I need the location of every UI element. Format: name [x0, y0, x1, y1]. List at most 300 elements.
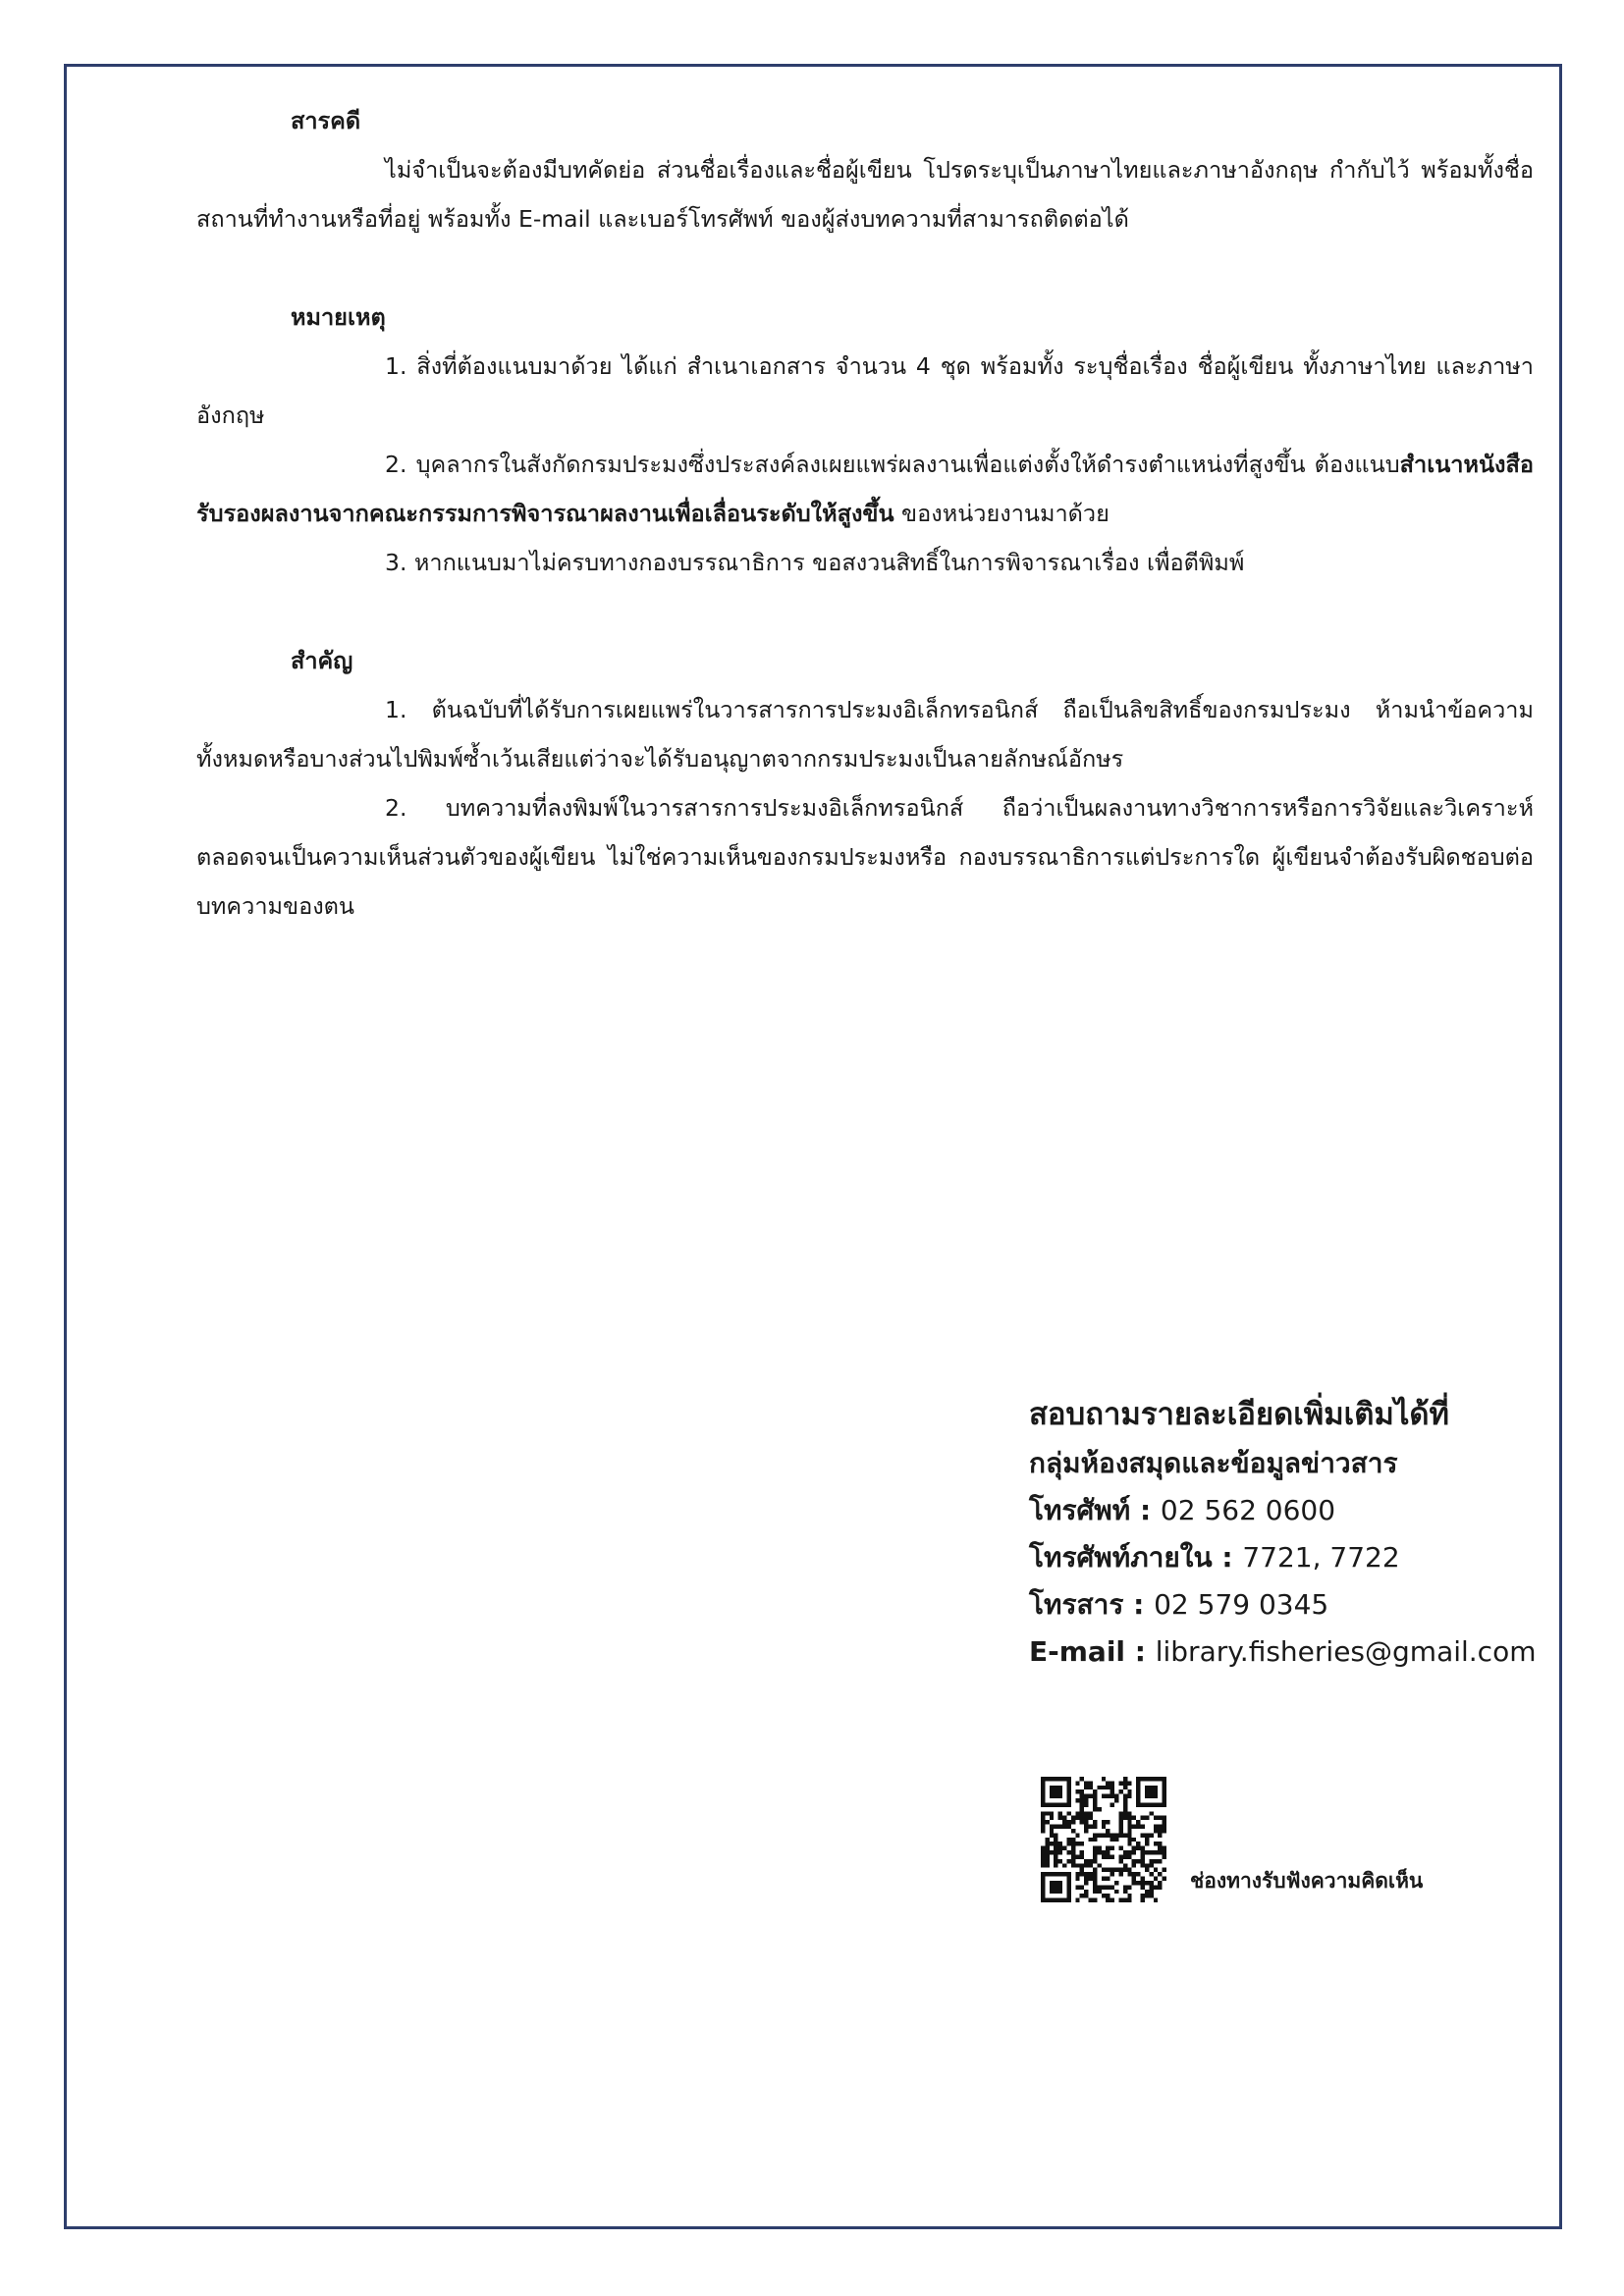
qr-module [1102, 1825, 1106, 1829]
qr-module [1093, 1789, 1097, 1793]
ext-label: โทรศัพท์ภายใน : [1029, 1541, 1243, 1574]
qr-module [1158, 1829, 1162, 1833]
qr-module [1084, 1811, 1088, 1815]
qr-module [1123, 1816, 1127, 1820]
qr-module [1041, 1854, 1045, 1858]
qr-module [1123, 1890, 1127, 1894]
qr-module [1084, 1794, 1088, 1798]
qr-module [1089, 1811, 1093, 1815]
qr-module [1110, 1781, 1114, 1785]
qr-module [1102, 1894, 1106, 1897]
qr-module [1066, 1811, 1070, 1815]
qr-module [1084, 1863, 1088, 1867]
qr-module [1102, 1820, 1106, 1824]
qr-module [1089, 1816, 1093, 1820]
qr-module [1136, 1859, 1140, 1863]
qr-module [1093, 1807, 1097, 1811]
qr-module [1154, 1885, 1158, 1889]
qr-module [1084, 1798, 1088, 1802]
qr-module [1075, 1816, 1079, 1820]
qr-module [1106, 1898, 1110, 1902]
qr-module [1106, 1781, 1110, 1785]
qr-module [1132, 1877, 1136, 1881]
qr-module [1106, 1786, 1110, 1789]
qr-module [1080, 1794, 1084, 1798]
qr-module [1132, 1863, 1136, 1867]
qr-module [1050, 1825, 1054, 1829]
qr-module [1084, 1872, 1088, 1876]
qr-module [1089, 1794, 1093, 1798]
qr-module [1127, 1854, 1131, 1858]
qr-module [1075, 1833, 1079, 1837]
qr-module [1110, 1789, 1114, 1793]
qr-module [1158, 1885, 1162, 1889]
important-heading: สำคัญ [291, 647, 353, 674]
qr-module [1149, 1881, 1153, 1885]
qr-module [1158, 1846, 1162, 1850]
qr-module [1145, 1868, 1149, 1872]
qr-module [1050, 1842, 1054, 1845]
qr-module [1058, 1811, 1062, 1815]
qr-module [1127, 1885, 1131, 1889]
qr-module [1136, 1872, 1140, 1876]
qr-module [1054, 1859, 1057, 1863]
qr-label: ช่องทางรับฟังความคิดเห็น [1190, 1869, 1424, 1893]
qr-module [1154, 1816, 1158, 1820]
qr-module [1145, 1833, 1149, 1837]
qr-module [1158, 1833, 1162, 1837]
qr-module [1102, 1885, 1106, 1889]
qr-module [1045, 1850, 1049, 1854]
qr-module [1145, 1850, 1149, 1854]
fax-value: 02 579 0345 [1154, 1588, 1329, 1621]
qr-module [1084, 1859, 1088, 1863]
qr-module [1110, 1838, 1114, 1842]
qr-module [1127, 1868, 1131, 1872]
qr-module [1123, 1833, 1127, 1837]
qr-module [1163, 1825, 1166, 1829]
spacer [196, 243, 1534, 293]
qr-module [1093, 1868, 1097, 1872]
qr-module [1041, 1825, 1045, 1829]
qr-module [1141, 1881, 1145, 1885]
qr-module [1084, 1881, 1088, 1885]
qr-module [1123, 1807, 1127, 1811]
qr-module [1075, 1811, 1079, 1815]
contact-email [1029, 1629, 1536, 1676]
qr-module [1154, 1868, 1158, 1872]
qr-module [1132, 1838, 1136, 1842]
important-item-1: 1. ต้นฉบับที่ได้รับการเผยแพร่ในวารสารการประมงอิเล็กทรอนิกส์ ถือเป็นลิขสิทธิ์ของกรมประมง ห้ามนำข้อความทั้งหมดหรือบางส่วนไปพิมพ์ซ้ำเว้นเสียแต่ว่าจะได้รับอนุญาตจากกรมประมงเป็นลายลักษณ์อักษร [196, 696, 1534, 773]
qr-module [1132, 1850, 1136, 1854]
qr-module [1045, 1846, 1049, 1850]
qr-module [1080, 1863, 1084, 1867]
qr-module [1132, 1872, 1136, 1876]
qr-module [1141, 1894, 1145, 1897]
qr-module [1066, 1820, 1070, 1824]
qr-module [1123, 1786, 1127, 1789]
qr-code[interactable] [1041, 1777, 1166, 1902]
email-label: E-mail : [1029, 1635, 1156, 1668]
ext-value: 7721, 7722 [1242, 1541, 1400, 1574]
qr-module [1106, 1885, 1110, 1889]
qr-module [1093, 1881, 1097, 1885]
qr-module [1106, 1833, 1110, 1837]
qr-module [1114, 1868, 1118, 1872]
qr-module [1050, 1816, 1054, 1820]
qr-module [1066, 1825, 1070, 1829]
qr-module [1075, 1842, 1079, 1845]
qr-module [1149, 1894, 1153, 1897]
qr-module [1106, 1820, 1110, 1824]
qr-module [1136, 1842, 1140, 1845]
qr-module [1123, 1898, 1127, 1902]
qr-module [1089, 1781, 1093, 1785]
qr-module [1118, 1854, 1122, 1858]
qr-module [1149, 1863, 1153, 1867]
qr-module [1054, 1825, 1057, 1829]
qr-module [1062, 1820, 1066, 1824]
qr-module [1084, 1781, 1088, 1785]
qr-module [1045, 1863, 1049, 1867]
qr-module [1141, 1859, 1145, 1863]
qr-module [1141, 1850, 1145, 1854]
qr-module [1084, 1825, 1088, 1829]
qr-module [1102, 1850, 1106, 1854]
qr-module [1149, 1859, 1153, 1863]
qr-module [1062, 1816, 1066, 1820]
qr-module [1106, 1846, 1110, 1850]
qr-module [1118, 1872, 1122, 1876]
qr-module [1045, 1854, 1049, 1858]
contact-fax [1029, 1581, 1536, 1629]
contact-ext [1029, 1534, 1536, 1581]
qr-module [1071, 1842, 1075, 1845]
qr-module [1041, 1850, 1045, 1854]
qr-module [1110, 1794, 1114, 1798]
qr-module [1071, 1846, 1075, 1850]
qr-module [1145, 1881, 1149, 1885]
qr-module [1071, 1859, 1075, 1863]
qr-module [1127, 1838, 1131, 1842]
notes-item-2 [196, 440, 1534, 538]
qr-module [1163, 1846, 1166, 1850]
qr-module [1093, 1794, 1097, 1798]
qr-module [1136, 1825, 1140, 1829]
qr-module [1149, 1811, 1153, 1815]
qr-module [1118, 1833, 1122, 1837]
qr-module [1075, 1789, 1079, 1793]
notes-item-1: 1. สิ่งที่ต้องแนบมาด้วย ได้แก่ สำเนาเอกสาร จำนวน 4 ชุด พร้อมทั้ง ระบุชื่อเรื่อง ชื่อผู้เขียน ทั้งภาษาไทย และภาษาอังกฤษ [196, 352, 1534, 429]
qr-code-icon[interactable] [1041, 1777, 1166, 1902]
qr-module [1080, 1820, 1084, 1824]
contact-block [1029, 1389, 1536, 1676]
abstract-paragraph: ไม่จำเป็นจะต้องมีบทคัดย่อ ส่วนชื่อเรื่องและชื่อผู้เขียน โปรดระบุเป็นภาษาไทยและภาษาอังกฤษ กำกับไว้ พร้อมทั้งชื่อสถานที่ทำงานหรือที่อยู่ พร้อมทั้ง E-mail และเบอร์โทรศัพท์ ของผู้ส่งบทความที่สามารถติดต่อได้ [196, 156, 1534, 233]
qr-module [1041, 1811, 1045, 1815]
qr-module [1093, 1825, 1097, 1829]
contact-unit: กลุ่มห้องสมุดและข้อมูลข่าวสาร [1029, 1447, 1398, 1479]
qr-module [1102, 1786, 1106, 1789]
qr-module [1110, 1885, 1114, 1889]
qr-module [1084, 1890, 1088, 1894]
qr-module [1163, 1850, 1166, 1854]
qr-module [1154, 1898, 1158, 1902]
qr-module [1066, 1838, 1070, 1842]
qr-module [1127, 1789, 1131, 1793]
qr-module [1093, 1859, 1097, 1863]
qr-module [1127, 1816, 1131, 1820]
qr-module [1054, 1854, 1057, 1858]
qr-module [1118, 1898, 1122, 1902]
qr-module [1080, 1777, 1084, 1781]
notes-item-2-end: ของหน่วยงานมาด้วย [893, 500, 1110, 527]
qr-module [1106, 1794, 1110, 1798]
qr-module [1145, 1842, 1149, 1845]
phone-value: 02 562 0600 [1160, 1494, 1336, 1526]
qr-module [1149, 1890, 1153, 1894]
qr-module [1118, 1789, 1122, 1793]
spacer [196, 587, 1534, 636]
qr-module [1102, 1868, 1106, 1872]
notes-item-3: 3. หากแนบมาไม่ครบทางกองบรรณาธิการ ขอสงวนสิทธิ์ในการพิจารณาเรื่อง เพื่อตีพิมพ์ [385, 549, 1245, 576]
qr-module [1118, 1811, 1122, 1815]
qr-module [1136, 1846, 1140, 1850]
qr-module [1080, 1854, 1084, 1858]
document-body [196, 96, 1534, 931]
qr-module [1145, 1863, 1149, 1867]
qr-module [1141, 1885, 1145, 1889]
qr-module [1089, 1898, 1093, 1902]
qr-module [1110, 1854, 1114, 1858]
qr-module [1050, 1829, 1054, 1833]
qr-module [1123, 1850, 1127, 1854]
qr-module [1089, 1825, 1093, 1829]
qr-module [1158, 1881, 1162, 1885]
qr-module [1097, 1863, 1101, 1867]
qr-module [1127, 1833, 1131, 1837]
qr-module [1102, 1794, 1106, 1798]
qr-module [1118, 1816, 1122, 1820]
qr-module [1080, 1868, 1084, 1872]
qr-module [1118, 1781, 1122, 1785]
qr-module [1093, 1833, 1097, 1837]
qr-module [1127, 1872, 1131, 1876]
qr-module [1127, 1842, 1131, 1845]
qr-module [1132, 1881, 1136, 1885]
qr-module [1154, 1829, 1158, 1833]
qr-module [1154, 1825, 1158, 1829]
qr-module [1110, 1898, 1114, 1902]
qr-module [1080, 1816, 1084, 1820]
qr-module [1154, 1877, 1158, 1881]
qr-module [1093, 1877, 1097, 1881]
qr-module [1089, 1872, 1093, 1876]
qr-module [1041, 1816, 1045, 1820]
qr-module [1123, 1854, 1127, 1858]
qr-module [1080, 1894, 1084, 1897]
qr-module [1102, 1833, 1106, 1837]
qr-module [1080, 1872, 1084, 1876]
qr-module [1106, 1877, 1110, 1881]
qr-module [1093, 1890, 1097, 1894]
qr-module [1123, 1781, 1127, 1785]
qr-module [1114, 1798, 1118, 1802]
qr-module [1127, 1820, 1131, 1824]
qr-module [1163, 1877, 1166, 1881]
qr-module [1093, 1898, 1097, 1902]
qr-module [1102, 1854, 1106, 1858]
qr-module [1084, 1820, 1088, 1824]
qr-module [1141, 1816, 1145, 1820]
qr-module [1149, 1872, 1153, 1876]
qr-module [1093, 1820, 1097, 1824]
qr-module [1097, 1846, 1101, 1850]
qr-module [1050, 1833, 1054, 1837]
qr-module [1149, 1885, 1153, 1889]
qr-module [1093, 1798, 1097, 1802]
qr-module [1080, 1811, 1084, 1815]
qr-module [1141, 1877, 1145, 1881]
qr-module [1093, 1854, 1097, 1858]
qr-module [1145, 1894, 1149, 1897]
qr-module [1080, 1789, 1084, 1793]
qr-module [1158, 1816, 1162, 1820]
qr-module [1093, 1872, 1097, 1876]
qr-module [1118, 1868, 1122, 1872]
qr-module [1045, 1842, 1049, 1845]
qr-module [1054, 1833, 1057, 1837]
qr-module [1080, 1802, 1084, 1806]
qr-module [1089, 1786, 1093, 1789]
qr-module [1071, 1816, 1075, 1820]
qr-module [1110, 1868, 1114, 1872]
notes-item-2-start: 2. บุคลากรในสังกัดกรมประมงซึ่งประสงค์ลงเผยแพร่ผลงานเพื่อแต่งตั้งให้ดำรงตำแหน่งที่สูงขึ้น ต้องแนบ [385, 451, 1400, 478]
qr-module [1075, 1885, 1079, 1889]
qr-module [1145, 1816, 1149, 1820]
qr-module [1080, 1807, 1084, 1811]
qr-module [1071, 1863, 1075, 1867]
qr-module [1163, 1816, 1166, 1820]
qr-module [1071, 1829, 1075, 1833]
qr-module [1097, 1850, 1101, 1854]
qr-module [1097, 1833, 1101, 1837]
qr-module [1145, 1838, 1149, 1842]
important-item-2: 2. บทความที่ลงพิมพ์ในวารสารการประมงอิเล็กทรอนิกส์ ถือว่าเป็นผลงานทางวิชาการหรือการวิจัยและวิเคราะห์ ตลอดจนเป็นความเห็นส่วนตัวของผู้เขียน ไม่ใช่ความเห็นของกรมประมงหรือ กองบรรณาธิการแต่ประการใด ผู้เขียนจำต้องรับผิดชอบต่อบทความของตน [196, 794, 1534, 920]
qr-module [1114, 1890, 1118, 1894]
qr-module [1132, 1859, 1136, 1863]
qr-module [1084, 1802, 1088, 1806]
qr-module [1080, 1842, 1084, 1845]
qr-module [1106, 1850, 1110, 1854]
qr-module [1127, 1825, 1131, 1829]
qr-module [1054, 1842, 1057, 1845]
email-value[interactable]: library.fisheries@gmail.com [1155, 1635, 1537, 1668]
qr-module [1050, 1811, 1054, 1815]
qr-module [1058, 1842, 1062, 1845]
qr-module [1158, 1850, 1162, 1854]
qr-module [1163, 1868, 1166, 1872]
qr-module [1127, 1829, 1131, 1833]
qr-module [1084, 1877, 1088, 1881]
qr-module [1118, 1825, 1122, 1829]
qr-module [1041, 1846, 1045, 1850]
qr-module [1141, 1846, 1145, 1850]
qr-module [1163, 1820, 1166, 1824]
qr-module [1110, 1872, 1114, 1876]
qr-module [1123, 1885, 1127, 1889]
qr-module [1158, 1825, 1162, 1829]
qr-module [1075, 1898, 1079, 1902]
qr-module [1097, 1890, 1101, 1894]
qr-module [1110, 1846, 1114, 1850]
qr-module [1114, 1838, 1118, 1842]
qr-module [1089, 1863, 1093, 1867]
qr-module [1123, 1868, 1127, 1872]
qr-module [1058, 1846, 1062, 1850]
qr-module [1127, 1781, 1131, 1785]
qr-module [1089, 1859, 1093, 1863]
qr-module [1054, 1846, 1057, 1850]
qr-module [1141, 1825, 1145, 1829]
qr-module [1045, 1838, 1049, 1842]
qr-module [1054, 1850, 1057, 1854]
phone-label: โทรศัพท์ : [1029, 1494, 1161, 1526]
qr-module [1123, 1802, 1127, 1806]
qr-module [1066, 1842, 1070, 1845]
qr-module [1084, 1829, 1088, 1833]
qr-module [1045, 1811, 1049, 1815]
qr-module [1106, 1894, 1110, 1897]
qr-module [1062, 1846, 1066, 1850]
qr-module [1058, 1825, 1062, 1829]
qr-module [1118, 1859, 1122, 1863]
qr-module [1058, 1850, 1062, 1854]
qr-module [1084, 1816, 1088, 1820]
qr-module [1093, 1802, 1097, 1806]
qr-module [1097, 1786, 1101, 1789]
qr-module [1114, 1881, 1118, 1885]
qr-module [1118, 1820, 1122, 1824]
qr-module [1118, 1846, 1122, 1850]
qr-module [1123, 1798, 1127, 1802]
qr-module [1041, 1829, 1045, 1833]
qr-module [1141, 1854, 1145, 1858]
qr-module [1097, 1807, 1101, 1811]
qr-module [1110, 1786, 1114, 1789]
qr-module [1075, 1854, 1079, 1858]
qr-module [1058, 1859, 1062, 1863]
qr-module [1075, 1863, 1079, 1867]
qr-module [1050, 1850, 1054, 1854]
notes-heading: หมายเหตุ [291, 303, 386, 331]
qr-module [1075, 1781, 1079, 1785]
qr-module [1127, 1898, 1131, 1902]
qr-module [1093, 1885, 1097, 1889]
qr-module [1071, 1850, 1075, 1854]
qr-module [1041, 1859, 1045, 1863]
qr-module [1093, 1846, 1097, 1850]
qr-module [1084, 1786, 1088, 1789]
qr-module [1071, 1838, 1075, 1842]
qr-module [1071, 1820, 1075, 1824]
qr-module [1136, 1820, 1140, 1824]
qr-module [1154, 1850, 1158, 1854]
qr-module [1089, 1877, 1093, 1881]
qr-module [1106, 1868, 1110, 1872]
contact-title: สอบถามรายละเอียดเพิ่มเติมได้ที่ [1029, 1397, 1449, 1432]
qr-module [1084, 1894, 1088, 1897]
qr-module [1123, 1811, 1127, 1815]
